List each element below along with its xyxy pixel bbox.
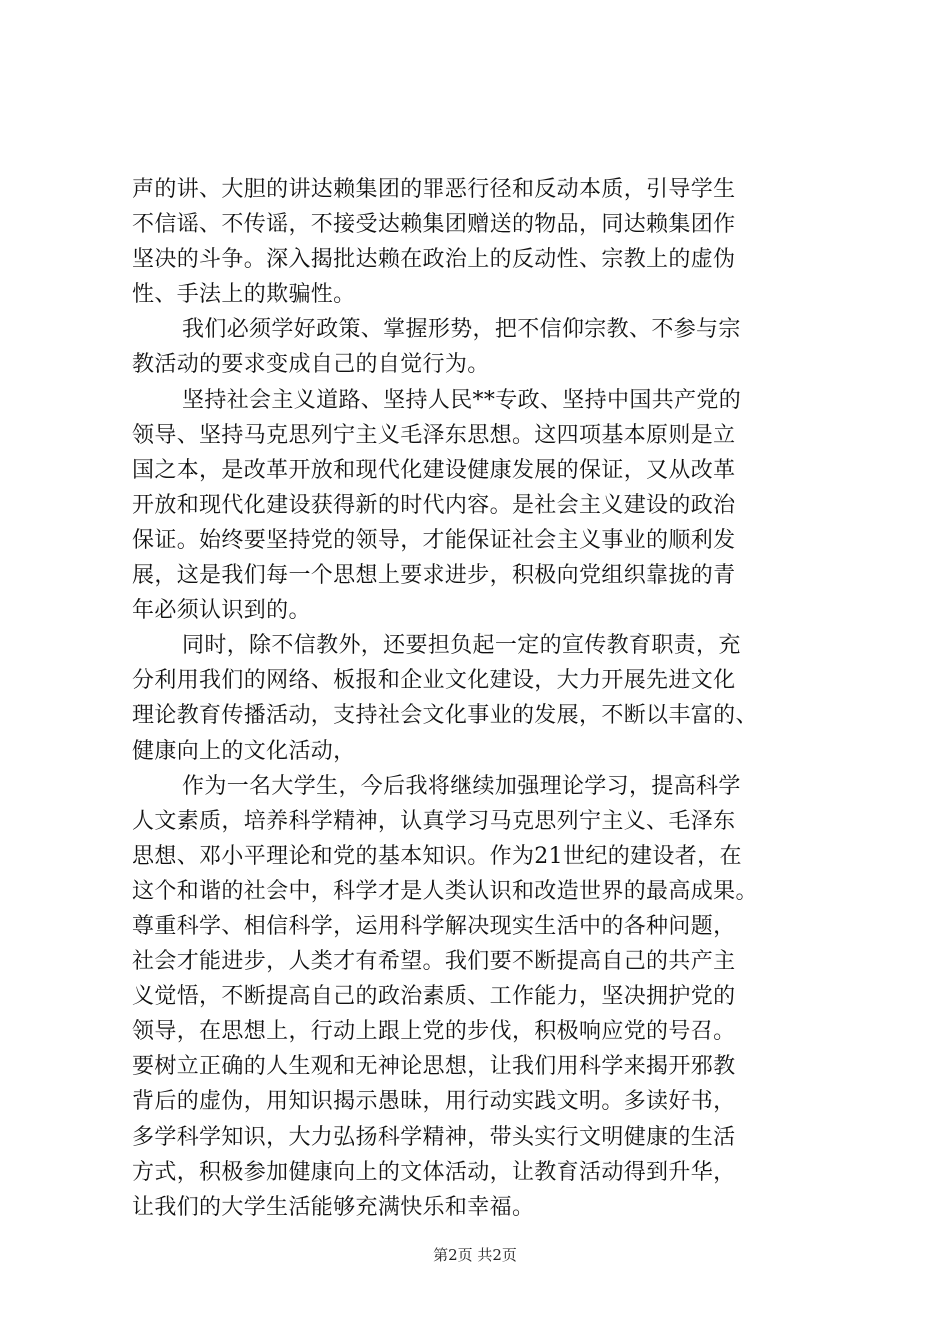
text-line: 这个和谐的社会中，科学才是人类认识和改造世界的最高成果。 <box>132 878 758 904</box>
text-line: 不信谣、不传谣，不接受达赖集团赠送的物品，同达赖集团作 <box>132 212 736 238</box>
text-line: 领导，在思想上，行动上跟上党的步伐，积极响应党的号召。 <box>132 1019 736 1045</box>
text-line: 作为一名大学生，今后我将继续加强理论学习，提高科学 <box>182 773 741 799</box>
text-line: 义觉悟，不断提高自己的政治素质、工作能力，坚决拥护党的 <box>132 984 736 1010</box>
text-line: 要树立正确的人生观和无神论思想，让我们用科学来揭开邪教 <box>132 1054 736 1080</box>
text-line: 同时，除不信教外，还要担负起一定的宣传教育职责，充 <box>182 633 741 659</box>
text-line: 多学科学知识，大力弘扬科学精神，带头实行文明健康的生活 <box>132 1124 736 1150</box>
text-line: 坚持社会主义道路、坚持人民**专政、坚持中国共产党的 <box>182 387 742 413</box>
text-line: 开放和现代化建设获得新的时代内容。是社会主义建设的政治 <box>132 492 736 518</box>
text-line: 理论教育传播活动，支持社会文化事业的发展，不断以丰富的、 <box>132 703 758 729</box>
text-line: 声的讲、大胆的讲达赖集团的罪恶行径和反动本质，引导学生 <box>132 177 736 202</box>
text-line: 健康向上的文化活动， <box>132 738 356 764</box>
text-line: 背后的虚伪，用知识揭示愚昧，用行动实践文明。多读好书， <box>132 1089 736 1115</box>
document-body <box>132 172 832 1225</box>
page-number-footer: 第2页 共2页 <box>433 1246 517 1264</box>
text-line: 社会才能进步，人类才有希望。我们要不断提高自己的共产主 <box>132 949 736 975</box>
text-line: 领导、坚持马克思列宁主义毛泽东思想。这四项基本原则是立 <box>132 422 736 448</box>
text-line: 方式，积极参加健康向上的文体活动，让教育活动得到升华， <box>132 1159 736 1185</box>
text-line: 尊重科学、相信科学，运用科学解决现实生活中的各种问题， <box>132 913 736 939</box>
text-line: 坚决的斗争。深入揭批达赖在政治上的反动性、宗教上的虚伪 <box>132 247 736 273</box>
text-line: 教活动的要求变成自己的自觉行为。 <box>132 352 490 378</box>
text-line: 我们必须学好政策、掌握形势，把不信仰宗教、不参与宗 <box>182 317 741 343</box>
text-line: 让我们的大学生活能够充满快乐和幸福。 <box>132 1194 535 1220</box>
text-line: 展，这是我们每一个思想上要求进步，积极向党组织靠拢的青 <box>132 563 736 589</box>
text-line: 国之本，是改革开放和现代化建设健康发展的保证，又从改革 <box>132 457 736 483</box>
text-line: 分利用我们的网络、板报和企业文化建设，大力开展先进文化 <box>132 668 736 694</box>
text-line: 人文素质，培养科学精神，认真学习马克思列宁主义、毛泽东 <box>132 808 736 834</box>
text-line: 思想、邓小平理论和党的基本知识。作为21世纪的建设者，在 <box>132 843 742 869</box>
text-line: 年必须认识到的。 <box>132 598 311 624</box>
text-line: 性、手法上的欺骗性。 <box>132 282 356 308</box>
text-line: 保证。始终要坚持党的领导，才能保证社会主义事业的顺利发 <box>132 527 736 553</box>
